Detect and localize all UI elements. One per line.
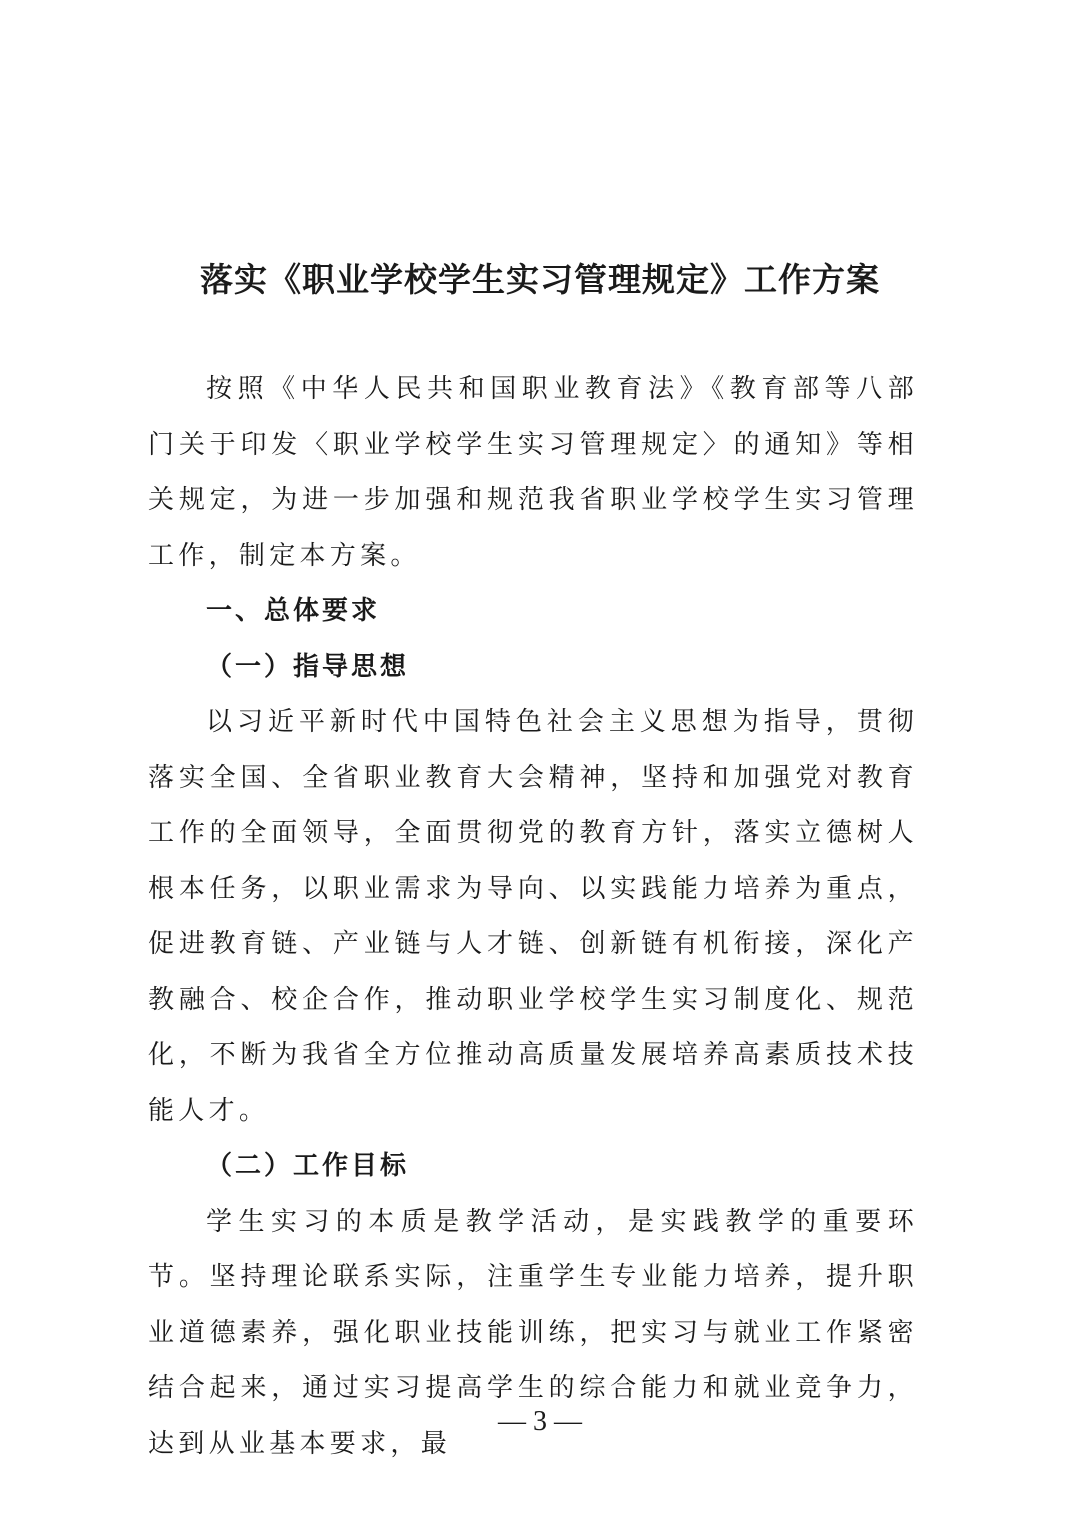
intro-paragraph: 按照《中华人民共和国职业教育法》《教育部等八部门关于印发〈职业学校学生实习管理规定〉的通知》等相关规定，为进一步加强和规范我省职业学校学生实习管理工作，制定本方案。 <box>148 374 918 571</box>
work-goals-paragraph: 学生实习的本质是教学活动，是实践教学的重要环节。坚持理论联系实际，注重学生专业能力培养，提升职业道德素养，强化职业技能训练，把实习与就业工作紧密结合起来，通过实习提高学生的综合能力和就业竞争力，达到从业基本要求，最 <box>148 1206 918 1459</box>
guiding-ideology-paragraph: 以习近平新时代中国特色社会主义思想为指导，贯彻落实全国、全省职业教育大会精神，坚持和加强党对教育工作的全面领导，全面贯彻党的教育方针，落实立德树人根本任务，以职业需求为导向、以实践能力培养为重点，促进教育链、产业链与人才链、创新链有机衔接，深化产教融合、校企合作，推动职业学校学生实习制度化、规范化，不断为我省全方位推动高质量发展培养高素质技术技能人才。 <box>148 707 918 1126</box>
document-title: 落实《职业学校学生实习管理规定》工作方案 <box>200 260 880 299</box>
document-body <box>148 362 918 1472</box>
subsection-heading-work-goals: （二）工作目标 <box>206 1151 410 1181</box>
page-number: — 3 — <box>498 1406 582 1437</box>
section-heading-overall-requirements: 一、总体要求 <box>206 596 381 626</box>
subsection-heading-guiding-ideology: （一）指导思想 <box>206 651 410 682</box>
